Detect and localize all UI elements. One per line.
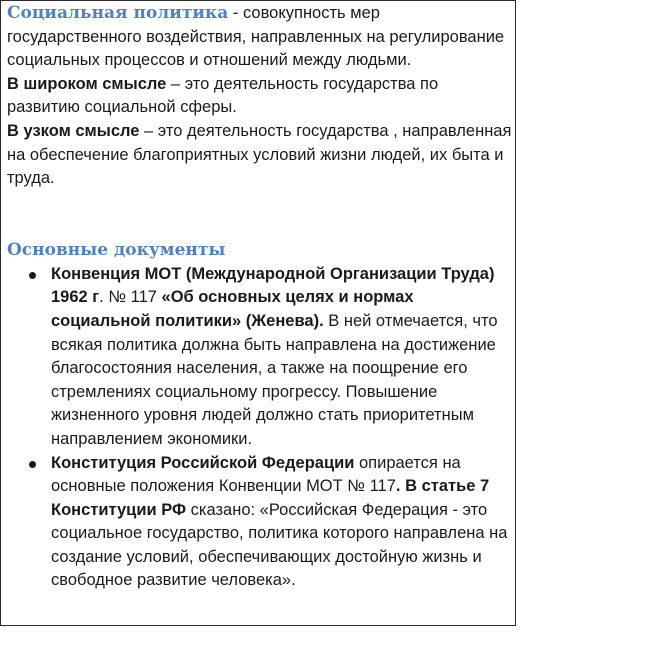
definition-paragraph <box>7 2 512 73</box>
document-1-name: Конвенция МОТ (Международной Организации Труда) 1962 г <box>51 264 495 307</box>
document-1-title: «Об основных целях и нормах социальной политики» (Женева). <box>51 288 414 330</box>
documents-title: Основные документы <box>7 239 226 260</box>
document-2-name: Конституция Российской Федерации <box>51 453 355 472</box>
broad-sense-paragraph <box>7 73 512 120</box>
list-item <box>7 263 512 452</box>
narrow-sense-term: В узком смысле <box>7 121 140 140</box>
narrow-sense-text: – это деятельность государства , направленная на обеспечение благоприятных условий жизни людей, их быта и труда. <box>7 121 512 188</box>
broad-sense-term: В широком смысле <box>7 74 167 93</box>
narrow-sense-paragraph <box>7 120 512 191</box>
definition-term: Социальная политика <box>7 3 229 23</box>
document-2-basis: опирается на основные положения Конвенции МОТ № 117 <box>51 453 461 496</box>
documents-list <box>7 263 512 593</box>
list-item <box>7 452 512 594</box>
document-content <box>7 2 512 593</box>
document-1-description: В ней отмечается, что всякая политика должна быть направлена на достижение благосостояния населения, а также на поощрение его стремлениях социальному прогрессу. Повышение жизненного уровня людей должно стать приоритетным направлением экономики. <box>51 311 498 448</box>
bullet-icon <box>29 461 36 468</box>
document-2-article: . В статье 7 Конституции РФ <box>51 477 490 519</box>
bullet-icon <box>29 272 36 279</box>
document-1-number: . № 117 <box>99 288 162 307</box>
document-2-description: сказано: «Российская Федерация - это социальное государство, политика которого направлена на создание условий, обеспечивающих достойную жизнь и свободное развитие человека». <box>51 500 508 590</box>
definition-text: - совокупность мер государственного воздействия, направленных на регулирование социальных процессов и отношений между людьми. <box>7 4 505 70</box>
broad-sense-text: – это деятельность государства по развитию социальной сферы. <box>7 74 439 117</box>
